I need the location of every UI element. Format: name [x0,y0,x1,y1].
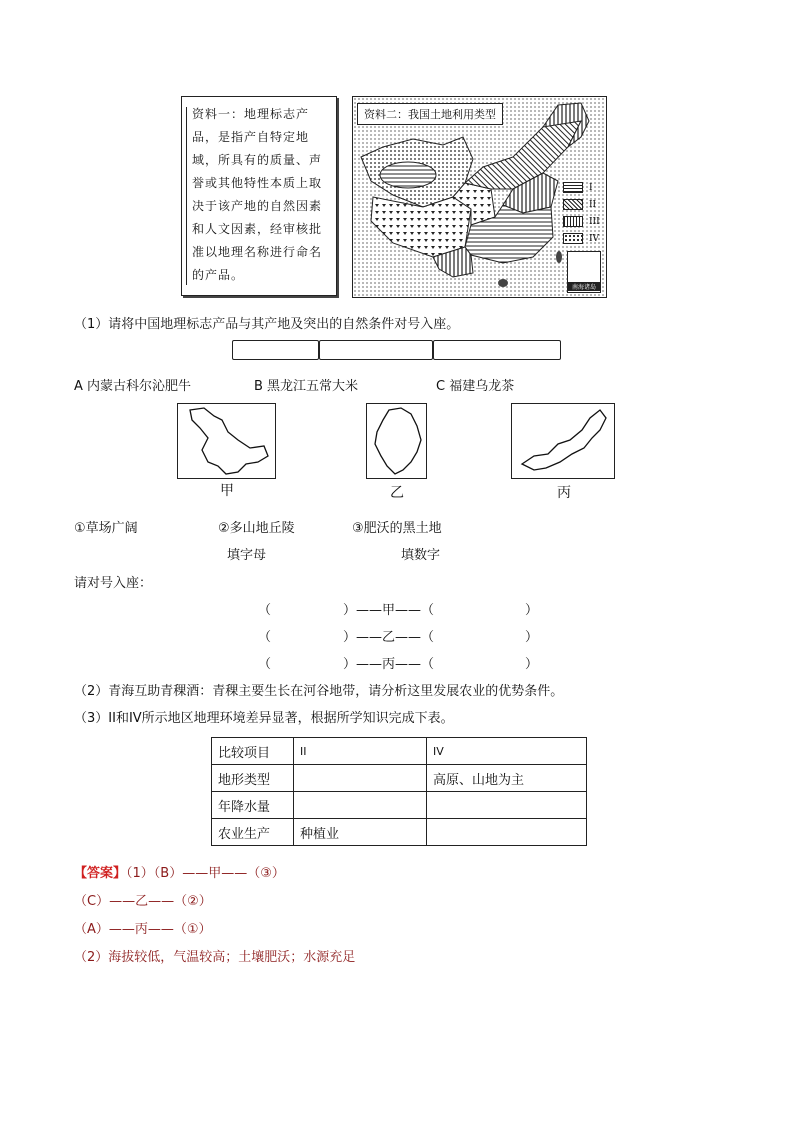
table-row [212,765,587,792]
table-cell-input[interactable] [294,765,427,792]
map-yi-fujian [366,403,427,479]
match-prompt: 请对号入座： [74,576,153,591]
heilongjiang-outline [178,404,275,478]
table-cell: 高原、山地为主 [427,765,587,792]
table-cell: 地形类型 [212,765,294,792]
table-row [212,792,587,819]
match-row-3-right: ） [525,657,539,672]
condition-3: ③肥沃的黑土地 [352,521,442,536]
map-bing-inner-mongolia [511,403,615,479]
material1-text: 资料一：地理标志产品，是指产自特定地域，所具有的质量、声誉或其他特性本质上取决于该产地的自然因素和人文因素，经审核批准以地理名称进行命名的产品。 [192,107,323,282]
condition-2: ②多山地丘陵 [218,521,295,536]
fujian-outline [367,404,426,478]
match-row-1-mid: ）——甲——（ [343,603,435,618]
map-label-bing: 丙 [557,485,571,501]
map-label-yi: 乙 [390,485,404,501]
match-row-3-left: （ [258,657,272,672]
answer-line-3: （A）——丙——（①） [74,922,212,937]
hatch-diagonal-icon [563,199,583,210]
match-row-2-right: ） [525,630,539,645]
hatch-dotted-icon [563,233,583,244]
south-china-sea-inset: 南海诸岛 [567,251,601,293]
comparison-table [211,737,587,846]
legend-item-2: II [563,196,600,213]
box-border-line [186,107,187,285]
map-jia-heilongjiang [177,403,276,479]
table-cell: 农业生产 [212,819,294,846]
table-cell: II [294,738,427,765]
match-row-1-right: ） [525,603,539,618]
match-row-2-mid: ）——乙——（ [343,630,435,645]
legend-item-4: IV [563,230,600,247]
answer-blank-1[interactable] [232,340,319,360]
table-cell: 年降水量 [212,792,294,819]
answer-line-1 [74,862,285,881]
hatch-vertical-icon [563,216,583,227]
answer-line-4: （2）海拔较低，气温较高；土壤肥沃；水源充足 [74,950,356,965]
legend-item-3: III [563,213,600,230]
hint-number: 填数字 [401,548,441,563]
material2-map-box [352,96,607,298]
table-cell-input[interactable] [427,819,587,846]
option-b: B 黑龙江五常大米 [254,379,359,394]
match-row-1-left: （ [258,603,272,618]
condition-1: ①草场广阔 [74,521,138,536]
answer-line-2: （C）——乙——（②） [74,894,212,909]
match-row-2-left: （ [258,630,272,645]
material1-box [181,96,337,296]
table-cell: 种植业 [294,819,427,846]
q1-prompt: （1）请将中国地理标志产品与其产地及突出的自然条件对号入座。 [74,317,460,332]
answer-tag: 【答案】 [74,866,127,881]
q3-prompt: （3）II和IV所示地区地理环境差异显著，根据所学知识完成下表。 [74,711,454,726]
q2-prompt: （2）青海互助青稞酒：青稞主要生长在河谷地带，请分析这里发展农业的优势条件。 [74,684,564,699]
hint-letter: 填字母 [227,548,267,563]
map-legend [563,179,600,247]
map-label-jia: 甲 [220,483,234,499]
option-a: A 内蒙古科尔沁肥牛 [74,379,192,394]
table-cell: IV [427,738,587,765]
legend-item-1: I [563,179,600,196]
hatch-horizontal-icon [563,182,583,193]
match-row-3-mid: ）——丙——（ [343,657,435,672]
table-cell-input[interactable] [427,792,587,819]
answer-text-1: （1）（B）——甲——（③） [126,866,285,881]
material2-title: 资料二：我国土地利用类型 [357,103,503,125]
table-cell-input[interactable] [294,792,427,819]
answer-blank-2[interactable] [319,340,433,360]
table-row [212,738,587,765]
answer-blank-3[interactable] [433,340,561,360]
table-cell: 比较项目 [212,738,294,765]
option-c: C 福建乌龙茶 [436,379,515,394]
inner-mongolia-outline [512,404,614,478]
table-row [212,819,587,846]
